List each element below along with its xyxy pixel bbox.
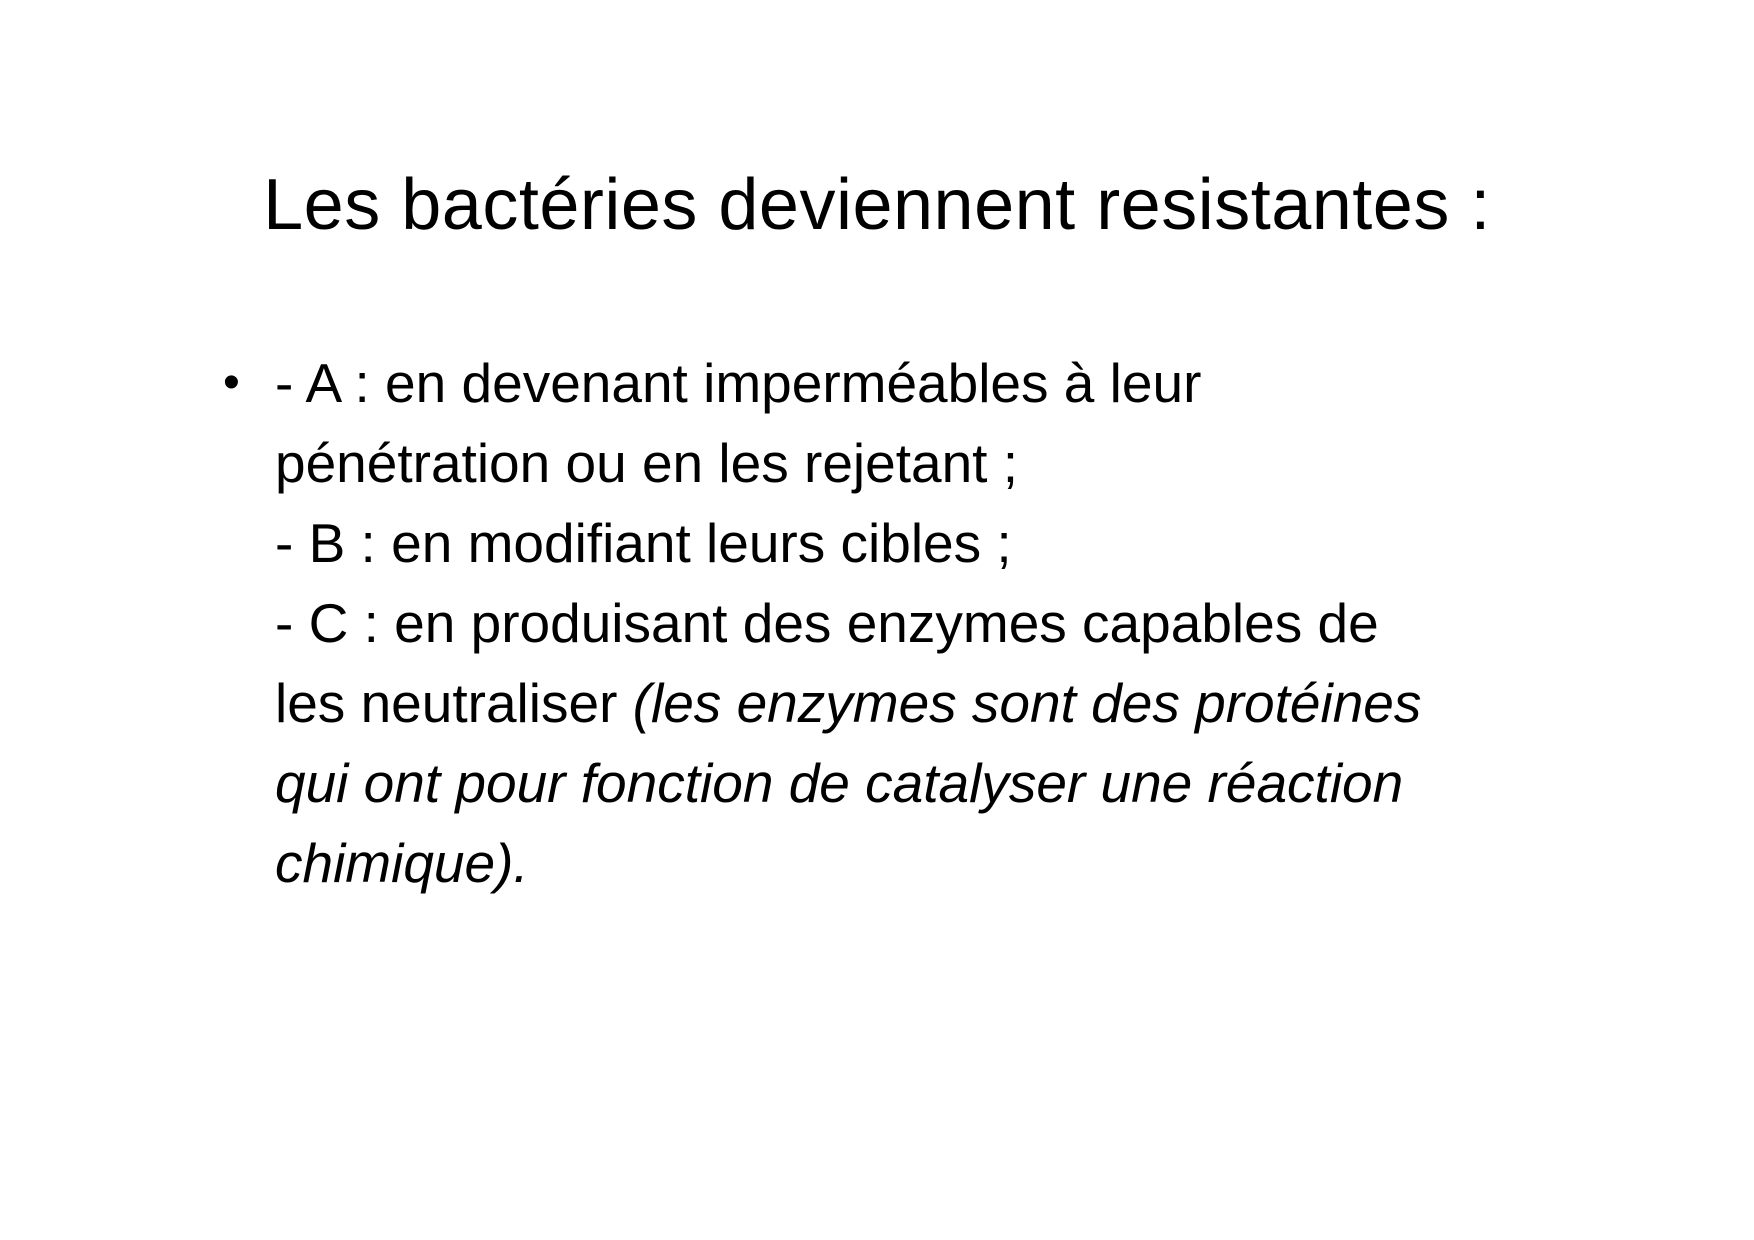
- bullet-list: [215, 343, 1585, 903]
- line-a-continued: [275, 423, 1585, 503]
- line-c-italic-2: [275, 743, 1585, 823]
- line-c-italic-3-text: chimique).: [275, 832, 529, 894]
- slide-title: Les bactéries deviennent resistantes :: [263, 165, 1491, 245]
- line-c-continued: [275, 663, 1585, 743]
- line-c-text: - C : en produisant des enzymes capables de: [275, 592, 1379, 654]
- line-c-italic-2-text: qui ont pour fonction de catalyser une réaction: [275, 752, 1404, 814]
- line-c-continued-text: les neutraliser: [275, 672, 633, 734]
- line-c-continued-italic: (les enzymes sont des protéines: [632, 672, 1422, 734]
- bullet-icon: •: [223, 356, 240, 409]
- line-b: [275, 503, 1585, 583]
- line-a-continued-text: pénétration ou en les rejetant ;: [275, 432, 1019, 494]
- line-c-italic-3: [275, 823, 1585, 903]
- line-a-text: - A : en devenant imperméables à leur: [275, 352, 1202, 414]
- bullet-item: [215, 343, 1585, 903]
- line-c: [275, 583, 1585, 663]
- line-b-text: - B : en modifiant leurs cibles ;: [275, 512, 1012, 574]
- line-a: [275, 343, 1585, 423]
